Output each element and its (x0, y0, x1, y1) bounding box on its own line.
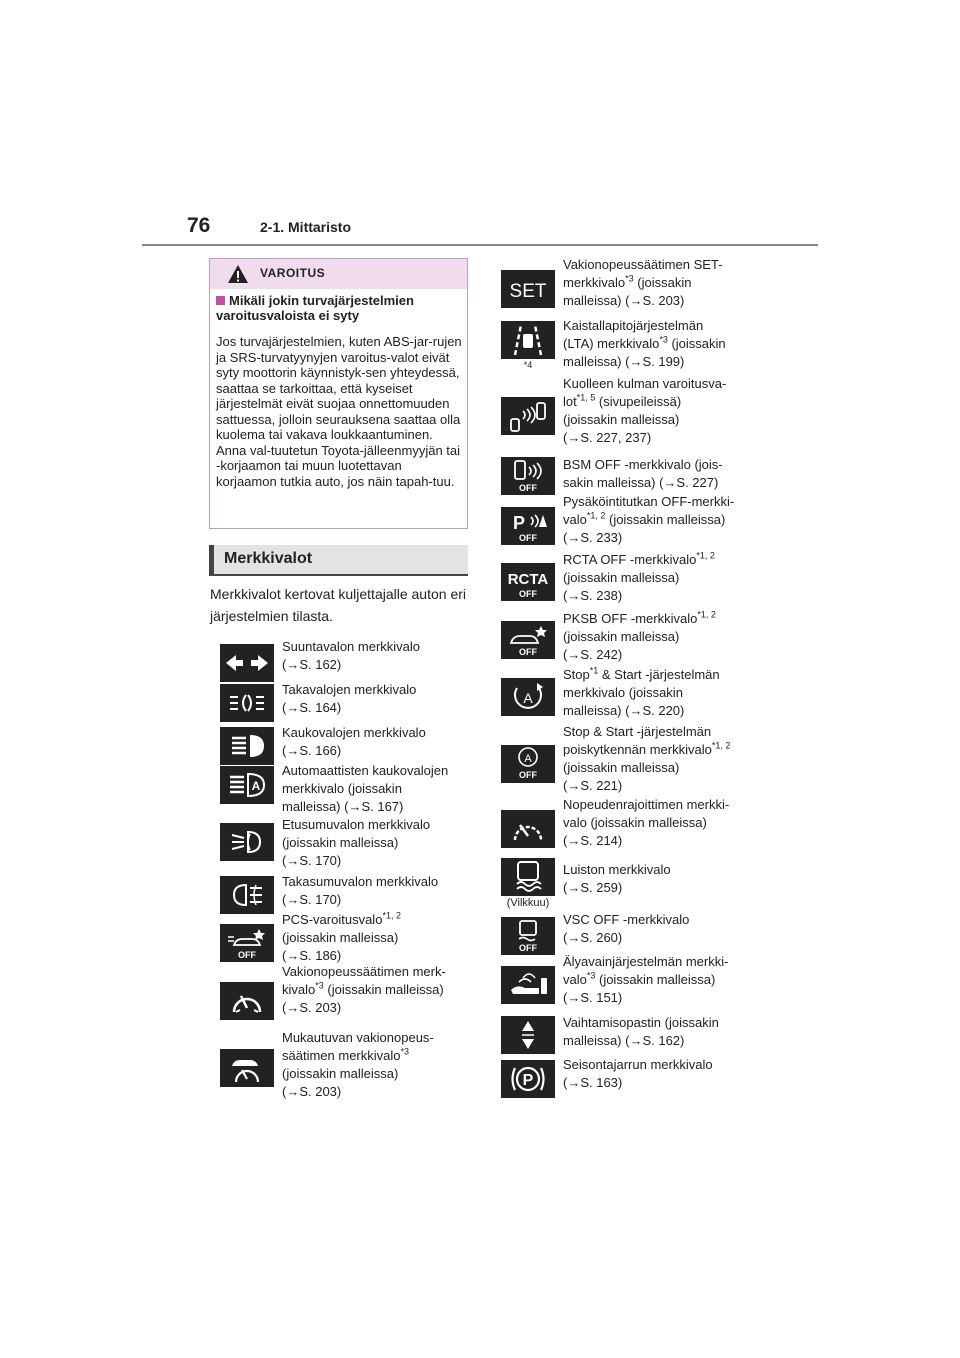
cruise-control-icon (220, 982, 274, 1020)
description-line: (→S. 170) (282, 853, 342, 868)
description-line: (→S. 227, 237) (563, 430, 652, 445)
indicator-description (563, 256, 758, 310)
description-line: (joissakin malleissa) (282, 1066, 399, 1081)
front-fog-icon (220, 823, 274, 861)
description-line: Stop & Start -järjestelmän (563, 724, 712, 739)
indicator-description (563, 723, 758, 795)
indicator-description (282, 816, 477, 870)
adaptive-cruise-icon (220, 1049, 274, 1087)
description-line: malleissa) (→S. 203) (563, 293, 685, 308)
description-line: Stop$^{*1}$ & Start -järjestelmän (563, 665, 720, 682)
svg-text:OFF: OFF (519, 943, 537, 953)
description-line: merkkivalo (joissakin (282, 781, 402, 796)
svg-text:SET: SET (509, 281, 547, 302)
description-line: malleissa) (→S. 162) (563, 1033, 685, 1048)
svg-text:OFF: OFF (519, 647, 537, 657)
description-line: poiskytkennän merkkivalo$^{*1, 2}$ (563, 740, 731, 757)
svg-text:OFF: OFF (519, 483, 537, 493)
footnote-marker: *1 (589, 665, 599, 676)
description-line: (joissakin malleissa) (563, 412, 680, 427)
indicator-description (282, 638, 477, 674)
description-line: PCS-varoitusvalo$^{*1, 2}$ (282, 910, 401, 927)
page-number: 76 (187, 214, 211, 237)
description-line: (→S. 166) (282, 743, 342, 758)
description-line: (joissakin malleissa) (282, 930, 399, 945)
footnote-marker: *3 (625, 273, 634, 284)
tail-light-icon (220, 684, 274, 722)
section-title: 2-1. Mittaristo (260, 219, 352, 235)
description-line: (→S. 214) (563, 833, 623, 848)
indicator-description (563, 456, 758, 492)
merkkivalot-intro: Merkkivalot kertovat kuljettajalle auton eri järjestelmien tilasta. (210, 586, 467, 624)
description-line: Luiston merkkivalo (563, 862, 671, 877)
description-line: Kaistallapitojärjestelmän (563, 318, 704, 333)
description-line: VSC OFF -merkkivalo (563, 912, 690, 927)
description-line: Seisontajarrun merkkivalo (563, 1057, 713, 1072)
indicator-description (563, 1014, 758, 1050)
lta-icon (501, 321, 555, 359)
footnote-marker: *3 (400, 1046, 410, 1057)
description-line: Takasumuvalon merkkivalo (282, 874, 439, 889)
description-line: malleissa) (→S. 199) (563, 354, 685, 369)
description-line: (joissakin malleissa) (563, 629, 680, 644)
description-line: valo (joissakin malleissa) (563, 815, 707, 830)
svg-text:OFF: OFF (238, 950, 256, 960)
indicator-description (282, 1029, 477, 1101)
indicator-description (563, 493, 758, 547)
description-line: Suuntavalon merkkivalo (282, 639, 421, 654)
description-line: Kaukovalojen merkkivalo (282, 725, 426, 740)
description-line: valo$^{*3}$ (joissakin malleissa) (563, 970, 716, 987)
description-line: merkkivalo (joissakin (563, 685, 683, 700)
stop-start-off-icon (501, 745, 555, 783)
header-divider (142, 244, 818, 246)
description-line: Etusumuvalon merkkivalo (282, 817, 431, 832)
rear-fog-icon (220, 876, 274, 914)
description-line: (→S. 238) (563, 588, 623, 603)
parking-brake-icon (501, 1060, 555, 1098)
description-line: Vaihtamisopastin (joissakin (563, 1015, 719, 1030)
indicator-description (563, 375, 758, 447)
icon-note: (Vilkkuu) (506, 897, 550, 909)
slip-indicator-icon (501, 858, 555, 896)
pksb-off-icon (501, 621, 555, 659)
footnote-marker: *1, 2 (697, 609, 716, 620)
description-line: RCTA OFF -merkkivalo$^{*1, 2}$ (563, 550, 715, 567)
svg-text:P: P (522, 1072, 534, 1089)
warning-header (210, 259, 467, 289)
description-line: Vakionopeussäätimen merk- (282, 964, 446, 979)
description-line: sakin malleissa) (→S. 227) (563, 475, 719, 490)
warning-box (209, 258, 468, 529)
description-line: (→S. 151) (563, 990, 623, 1005)
svg-text:A: A (523, 690, 533, 706)
turn-signal-icon (220, 644, 274, 682)
description-line: BSM OFF -merkkivalo (jois- (563, 457, 723, 472)
indicator-description (563, 861, 758, 897)
bullet-square-icon (216, 296, 225, 305)
high-beam-icon (220, 727, 274, 765)
blind-spot-icon (501, 397, 555, 435)
set-icon (501, 270, 555, 308)
indicator-description (563, 1056, 758, 1092)
indicator-description (563, 911, 758, 947)
description-line: Nopeudenrajoittimen merkki- (563, 797, 730, 812)
indicator-description (282, 681, 477, 717)
indicator-description (563, 666, 758, 720)
description-line: Älyavainjärjestelmän merkki- (563, 954, 729, 969)
stop-start-icon (501, 678, 555, 716)
warning-body: Jos turvajärjestelmien, kuten ABS-jar-rujen ja SRS-turvatyynyjen varoitus-valot eivät syty moottorin käynnistyk-sen yhteydessä, saattaa se tarkoittaa, että kyseiset järjestelmät eivät suojaa onnettomuuden sattuessa, jolloin seurauksena saattaa olla kuolema tai vakava loukkaantuminen. Anna val-tuutetun Toyota-jälleenmyyjän tai -korjaamon tai muun luotettavan korjaamon tutkia auto, jos näin tapah-tuu. (216, 334, 462, 489)
pcs-off-icon (220, 924, 274, 962)
footnote-marker: *1, 2 (711, 740, 731, 751)
description-line: (LTA) merkkivalo$^{*3}$ (joissakin (563, 334, 726, 351)
description-line: (→S. 163) (563, 1075, 623, 1090)
svg-text:OFF: OFF (519, 533, 537, 543)
description-line: (→S. 259) (563, 880, 623, 895)
description-line: (→S. 203) (282, 1000, 342, 1015)
description-line: lot$^{*1, 5}$ (sivupeileissä) (563, 392, 682, 409)
description-line: säätimen merkkivalo$^{*3}$ (282, 1046, 410, 1063)
description-line: (→S. 242) (563, 647, 623, 662)
indicator-description (282, 963, 477, 1017)
description-line: (→S. 260) (563, 930, 623, 945)
description-line: kivalo$^{*3}$ (joissakin malleissa) (282, 980, 444, 997)
description-line: Mukautuvan vakionopeus- (282, 1030, 434, 1045)
description-line: malleissa) (→S. 167) (282, 799, 404, 814)
description-line: merkkivalo$^{*3}$ (joissakin (563, 273, 692, 290)
footnote-marker: *1, 5 (576, 392, 596, 403)
vsc-off-icon (501, 917, 555, 955)
description-line: Takavalojen merkkivalo (282, 682, 417, 697)
footnote-marker: *1, 2 (382, 910, 401, 921)
merkkivalot-heading: Merkkivalot (209, 545, 468, 576)
description-line: (→S. 170) (282, 892, 342, 907)
description-line: (→S. 203) (282, 1084, 342, 1099)
indicator-description (563, 953, 758, 1007)
svg-text:A: A (524, 753, 532, 765)
svg-text:A: A (251, 779, 261, 793)
indicator-description (563, 551, 758, 605)
warning-triangle-icon (227, 264, 249, 284)
smart-key-icon (501, 966, 555, 1004)
footnote-marker: *1, 2 (696, 550, 715, 561)
description-line: (→S. 233) (563, 530, 623, 545)
description-line: Pysäköintitutkan OFF-merkki- (563, 494, 735, 509)
footnote-marker: *3 (315, 980, 324, 991)
shift-indicator-icon (501, 1016, 555, 1054)
description-line: (joissakin malleissa) (563, 760, 680, 775)
footnote-marker: *3 (659, 334, 668, 345)
description-line: Automaattisten kaukovalojen (282, 763, 449, 778)
indicator-description (563, 796, 758, 850)
auto-high-beam-icon (220, 766, 274, 804)
description-line: (joissakin malleissa) (282, 835, 399, 850)
icon-note: *4 (523, 360, 533, 370)
rcta-off-icon (501, 563, 555, 601)
svg-text:OFF: OFF (519, 770, 537, 780)
indicator-description (563, 610, 758, 664)
page-header (142, 214, 818, 246)
svg-text:P: P (512, 513, 526, 533)
footnote-marker: *1, 2 (586, 510, 606, 521)
parking-sensor-off-icon (501, 507, 555, 545)
description-line: (→S. 221) (563, 778, 623, 793)
description-line: Kuolleen kulman varoitusva- (563, 376, 727, 391)
warning-title: VAROITUS (260, 266, 326, 280)
footnote-marker: *3 (586, 970, 596, 981)
indicator-description (282, 724, 477, 760)
description-line: Vakionopeussäätimen SET- (563, 257, 723, 272)
svg-text:RCTA: RCTA (507, 571, 549, 588)
description-line: (joissakin malleissa) (563, 570, 680, 585)
description-line: PKSB OFF -merkkivalo$^{*1, 2}$ (563, 609, 716, 626)
bsm-off-icon (501, 457, 555, 495)
speed-limiter-icon (501, 810, 555, 848)
indicator-description (282, 762, 477, 816)
indicator-description (282, 911, 477, 965)
description-line: (→S. 164) (282, 700, 342, 715)
warning-subtitle: Mikäli jokin turvajärjestelmien varoitusvaloista ei syty (216, 293, 414, 323)
description-line: valo$^{*1, 2}$ (joissakin malleissa) (563, 510, 726, 527)
description-line: malleissa) (→S. 220) (563, 703, 685, 718)
svg-text:OFF: OFF (519, 589, 537, 599)
indicator-description (563, 317, 758, 371)
indicator-description (282, 873, 477, 909)
description-line: (→S. 162) (282, 657, 342, 672)
description-line: (→S. 186) (282, 948, 342, 963)
